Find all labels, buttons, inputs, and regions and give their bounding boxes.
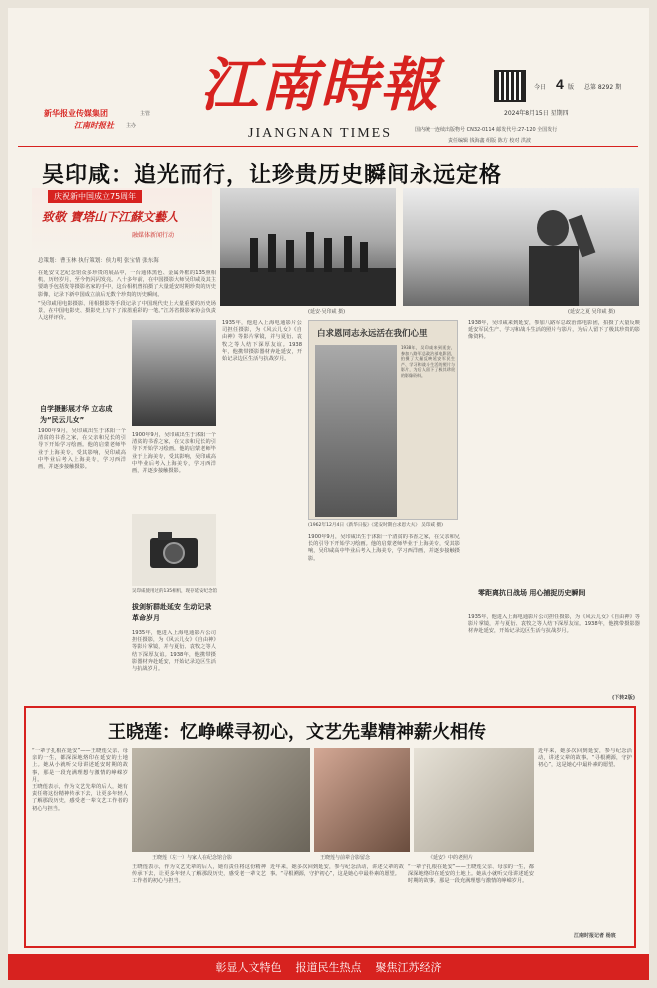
camera-icon: [132, 514, 216, 586]
photographer-silhouette-icon: [403, 188, 639, 306]
sponsor-role: 主办: [126, 123, 137, 129]
today-label: 今日: [534, 84, 547, 91]
cn-registration: 国内统一连续出版物号 CN32-0114 邮发代号:27-120 全国发行: [415, 127, 558, 133]
lead-headline: 吴印咸：追光而行，让珍贵历史瞬间永远定格: [42, 163, 503, 188]
camera-caption: 吴印咸使用过的135相机，现存延安纪念馆: [132, 589, 218, 594]
masthead-title: 江南時報: [200, 51, 441, 119]
photo1-caption: (延安·吴印咸 摄): [308, 309, 346, 315]
second-photo3: [414, 748, 534, 852]
second-caption2: 王晓莲与前辈合影留念: [320, 855, 371, 861]
issue-date: 2024年8月15日 星期四: [504, 110, 569, 117]
lead-right-column-2: 1935年，他进入上海电通影片公司担任摄影，为《风云儿女》《自由神》等影片掌镜，并与夏衍、袁牧之等人结下深厚友谊。1938年，他携带摄影器材奔赴延安，开始记录边区生活与抗战岁月。: [468, 614, 640, 635]
second-col-mid1: 王晓莲表示，作为文艺先辈的后人，她有责任将这份精神传承下去，让更多年轻人了解那段历史，感受老一辈文艺工作者的初心与担当。: [132, 864, 266, 885]
second-col-mid2: 近年来，她多次回到延安，参与纪念活动，讲述父辈的故事。“寻根溯源，守护初心”，这是她心中最朴素的愿望。: [270, 864, 404, 878]
poster-body: 1938年，吴印咸来到延安，参加八路军总政治部电影团，拍摄了大量反映延安军民生产、学习和战斗生活的照片与影片，为后人留下了极其珍贵的影像资料。: [401, 345, 455, 378]
photo-soldiers: [220, 188, 396, 306]
editor-credits: 责任编辑 钱海鑫 组版 陈方 校对 洪波: [448, 138, 531, 144]
publisher-brand: 新华报业传媒集团: [44, 109, 108, 118]
banner-top: 庆祝新中国成立75周年: [48, 190, 142, 203]
lead-intro-p1: 在延安文艺纪念馆众多珍贵的展品中，一台通体黑色、金属外框的135照相机，历经岁月，至今仍闪闪发亮。八十多年前，在中国摄影大师吴印咸及其主要助手包括发等摄影名家的手中，这台相机曾拍摄了大量延安时期珍贵的历史影像，记录下新中国成立前后无数个珍贵的历史瞬间。: [38, 270, 216, 298]
poster-caption: (1962年12月4日《新华日报》《延安时期白求恩大夫》 吴印咸 摄): [308, 523, 443, 528]
page-count-unit: 版: [568, 84, 575, 91]
footer-slogan: 彰显人文特色 报道民生热点 聚焦江苏经济: [215, 961, 442, 974]
photo-portrait: [132, 320, 216, 426]
lead-mid-column: 1935年，他进入上海电通影片公司担任摄影，为《风云儿女》《自由神》等影片掌镜，并与夏衍、袁牧之等人结下深厚友谊。1938年，他携带摄影器材奔赴延安，开始记录边区生活与抗战岁月。: [222, 320, 302, 363]
subhead-1: 自学摄影展才华 立志成为“民云儿女”: [40, 405, 113, 424]
second-col-right: 近年来，她多次回到延安，参与纪念活动，讲述父辈的故事。“寻根溯源，守护初心”，这是她心中最朴素的愿望。: [538, 748, 632, 769]
newspaper-page: [8, 8, 649, 980]
photo-photographer: [403, 188, 639, 306]
second-body1: “一辈子扎根在延安”——王晓莲父亲、母亲的一生，都深深地烙印在延安的土地上。她从小就听父母讲述延安时期的故事，那是一段充满理想与激情的峥嵘岁月。: [32, 748, 128, 783]
anniversary-banner: [32, 188, 212, 258]
second-headline: 王晓莲：忆峥嵘寻初心，文艺先辈精神薪火相传: [108, 722, 486, 743]
issue-number: 总第 8292 期: [584, 84, 622, 91]
subhead-2: 拔剑斩群赴延安 生动记录革命岁月: [132, 603, 212, 622]
poster-title: 白求恩同志永远活在我们心里: [317, 329, 428, 339]
lead-center-bottom: 1900年9月，吴印咸出生于沭阳一个清贫的书香之家，在父亲和兄长的引导下开始学习绘画。他的启蒙老师毕业于上海美专，受其影响，吴印咸高中毕业后考入上海美专，学习西洋画，并逐步接触摄影。: [308, 534, 460, 562]
sponsor-brand: 江南时报社: [74, 121, 114, 130]
banner-calligraphy: 致敬 寶塔山下江蘇文藝人: [42, 210, 179, 224]
second-caption3: 《延安》中的老照片: [428, 855, 474, 861]
qr-code-icon: [494, 70, 526, 102]
lead-credits: 总策划：曹玉林 执行策划：侯力明 张宝情 张东海: [38, 258, 159, 264]
continue-note: (下转2版): [612, 695, 636, 701]
second-body2: 王晓莲表示，作为文艺先辈的后人，她有责任将这份精神传承下去，让更多年轻人了解那段历史，感受老一辈文艺工作者的初心与担当。: [32, 784, 128, 812]
second-photo1: [132, 748, 310, 852]
page-count: 4: [556, 76, 564, 92]
banner-sub: 融媒体新闻行动: [132, 232, 175, 239]
masthead-pinyin: JIANGNAN TIMES: [248, 126, 393, 141]
lead-intro-p2: “吴印咸用电影摄影、用相摄影等手段记录了中国现代史上大量重要的历史场景，在中国电影史、摄影史上写下了浓墨重彩的一笔。”江苏省摄影家协会负责人这样评价。: [38, 300, 216, 322]
lead-mid-left: 1900年9月，吴印咸出生于沭阳一个清贫的书香之家，在父亲和兄长的引导下开始学习绘画。他的启蒙老师毕业于上海美专，受其影响，吴印咸高中毕业后考入上海美专，学习西洋画，并逐步接触摄影。: [132, 432, 216, 475]
lead-left-column: 1900年9月，吴印咸出生于沭阳一个清贫的书香之家，在父亲和兄长的引导下开始学习绘画。他的启蒙老师毕业于上海美专，受其影响，吴印咸高中毕业后考入上海美专，学习西洋画，并逐步接触摄影。: [38, 428, 126, 471]
poster-portrait: [315, 345, 397, 517]
lead-right-column: 1938年，吴印咸来到延安，参加八路军总政治部电影团，拍摄了大量反映延安军民生产、学习和战斗生活的照片与影片，为后人留下了极其珍贵的影像资料。: [468, 320, 640, 341]
publisher-role: 主管: [140, 111, 151, 117]
second-photo2: [314, 748, 410, 852]
second-byline: 江南时报记者 杨宸: [574, 933, 616, 939]
second-caption1: 王晓莲（左一）与家人在纪念馆合影: [152, 855, 233, 861]
publisher-block: [44, 104, 184, 144]
lead-mid-left-2: 1935年，他进入上海电通影片公司担任摄影，为《风云儿女》《自由神》等影片掌镜，并与夏衍、袁牧之等人结下深厚友谊。1938年，他携带摄影器材奔赴延安，开始记录边区生活与抗战岁月。: [132, 630, 216, 673]
photo2-caption: (延安之夏 吴印咸 摄): [568, 309, 616, 315]
soldiers-silhouette-icon: [220, 188, 396, 306]
photo-camera: [132, 514, 216, 586]
second-col1: [32, 748, 128, 942]
second-col-mid3: “一辈子扎根在延安”——王晓莲父亲、母亲的一生，都深深地烙印在延安的土地上。她从小就听父母讲述延安时期的故事，那是一段充满理想与激情的峥嵘岁月。: [408, 864, 534, 885]
subhead-3: 零距离抗日战场 用心捕捉历史瞬间: [478, 589, 586, 597]
poster-image: [308, 320, 458, 520]
masthead-rule: [18, 146, 638, 147]
